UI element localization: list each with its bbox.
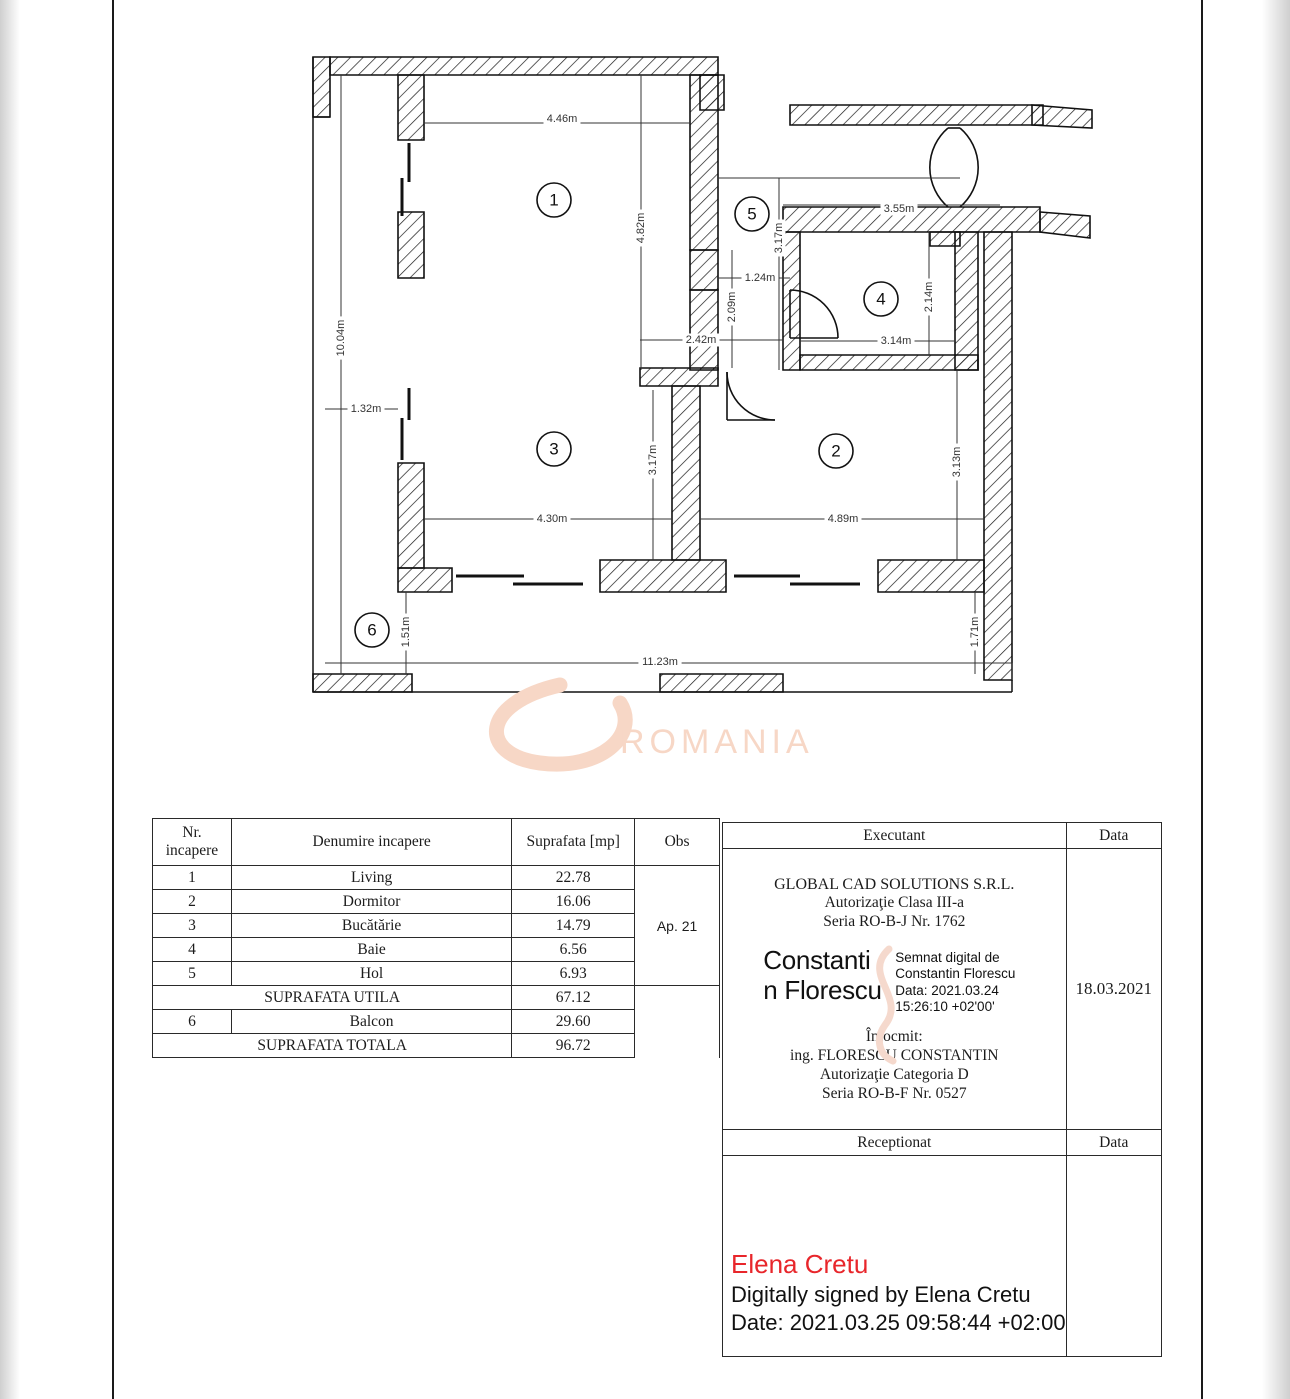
subtotal-area: 67.12 [512,986,635,1010]
cell-nr: 2 [153,890,232,914]
dimension-label: 3.17m [772,222,785,254]
receptionat-data-header: Data [1066,1130,1161,1156]
signature-header-row [723,823,1162,849]
cell-name: Bucătărie [231,914,511,938]
dimension-label: 1.51m [399,616,412,648]
dimension-label: 10.04m [334,319,347,357]
rooms-table [152,818,720,1058]
dimension-label: 2.09m [725,291,738,323]
room-marker-number: 1 [549,190,559,210]
watermark-text: ROMANIA [620,723,814,761]
room-marker-number: 5 [747,204,757,224]
cell-name: Balcon [231,1010,511,1034]
total-label: SUPRAFATA TOTALA [153,1034,512,1058]
receptionat-body [723,1156,1067,1357]
engineer-series: Seria RO-B-F Nr. 0527 [821,1084,967,1102]
floor-plan-drawing [112,0,1202,800]
cell-name: Baie [231,938,511,962]
cell-obs: Ap. 21 [635,866,720,986]
prepared-by-label: Întocmit: [865,1027,923,1045]
total-area: 96.72 [512,1034,635,1058]
executant-company: GLOBAL CAD SOLUTIONS S.R.L. [774,875,1015,893]
total-row [153,1034,720,1058]
executant-row [723,849,1162,1130]
cell-name: Living [231,866,511,890]
cell-area: 29.60 [512,1010,635,1034]
cell-nr: 3 [153,914,232,938]
dimension-label: 3.14m [880,334,912,347]
obs-blank [635,1010,720,1034]
digital-signature-stamp [723,946,1066,1016]
dimension-label: 1.24m [744,271,776,284]
executant-authorization: Autorizaţie Clasa III-a [824,894,964,912]
executant-date: 18.03.2021 [1066,849,1161,1130]
receptionat-data-cell [1066,1156,1161,1357]
table-header-row [153,819,720,866]
executant-series: Seria RO-B-J Nr. 1762 [823,913,966,930]
receptionat-signature [723,1174,1066,1338]
receptionat-date: Date: 2021.03.25 09:58:44 +02:00 [731,1310,1066,1336]
cell-area: 22.78 [512,866,635,890]
signature-meta: Semnat digital de Constantin Florescu Data: 2021.03.24 15:26:10 +02'00' [895,949,1016,1015]
dimension-label: 3.13m [950,446,963,478]
cell-name: Dormitor [231,890,511,914]
cell-nr: 4 [153,938,232,962]
subtotal-label: SUPRAFATA UTILA [153,986,512,1010]
table-row [153,938,720,962]
dimension-label: 1.71m [968,616,981,648]
room-marker-number: 3 [549,439,559,459]
dimension-label: 4.89m [827,512,859,525]
receptionat-header: Receptionat [723,1130,1067,1156]
engineer-authorization: Autorizaţie Categoria D [819,1065,969,1083]
receptionat-header-row [723,1130,1162,1156]
cell-name: Hol [231,962,511,986]
dimension-label: 1.32m [350,402,382,415]
obs-blank [635,986,720,1010]
subtotal-row [153,986,720,1010]
dimension-label: 4.30m [536,512,568,525]
engineer-name: ing. FLORESCU CONSTANTIN [790,1046,999,1064]
dimension-label: 2.42m [685,333,717,346]
room-marker-number: 2 [831,441,841,461]
cell-area: 16.06 [512,890,635,914]
dimension-label: 4.46m [546,112,578,125]
dimension-label: 2.14m [922,281,935,313]
dimension-label: 4.82m [634,212,647,244]
signature-block [722,822,1162,1357]
receptionat-signed-by: Digitally signed by Elena Cretu [731,1281,1031,1307]
header-obs: Obs [635,819,720,866]
receptionat-name: Elena Cretu [731,1249,869,1280]
executant-header: Executant [723,823,1067,849]
cell-area: 6.56 [512,938,635,962]
header-nr: Nr. incapere [153,819,232,866]
header-name: Denumire incapere [231,819,511,866]
table-row [153,1010,720,1034]
page-left-shadow [0,0,20,1399]
table-row [153,962,720,986]
cell-nr: 5 [153,962,232,986]
signature-name: Constanti n Florescu [763,944,882,1005]
dimension-label: 3.55m [883,202,915,215]
table-row [153,890,720,914]
cell-area: 6.93 [512,962,635,986]
data-header: Data [1066,823,1161,849]
cell-area: 14.79 [512,914,635,938]
receptionat-row [723,1156,1162,1357]
obs-blank [635,1034,720,1058]
table-row [153,914,720,938]
dimension-label: 11.23m [642,655,678,668]
dimension-label: 3.17m [646,444,659,476]
table-row [153,866,720,890]
executant-body [723,849,1067,1130]
header-area: Suprafata [mp] [512,819,635,866]
cell-nr: 6 [153,1010,232,1034]
room-marker-number: 4 [876,289,886,309]
cell-nr: 1 [153,866,232,890]
page-right-shadow [1262,0,1290,1399]
room-marker-number: 6 [367,620,377,640]
